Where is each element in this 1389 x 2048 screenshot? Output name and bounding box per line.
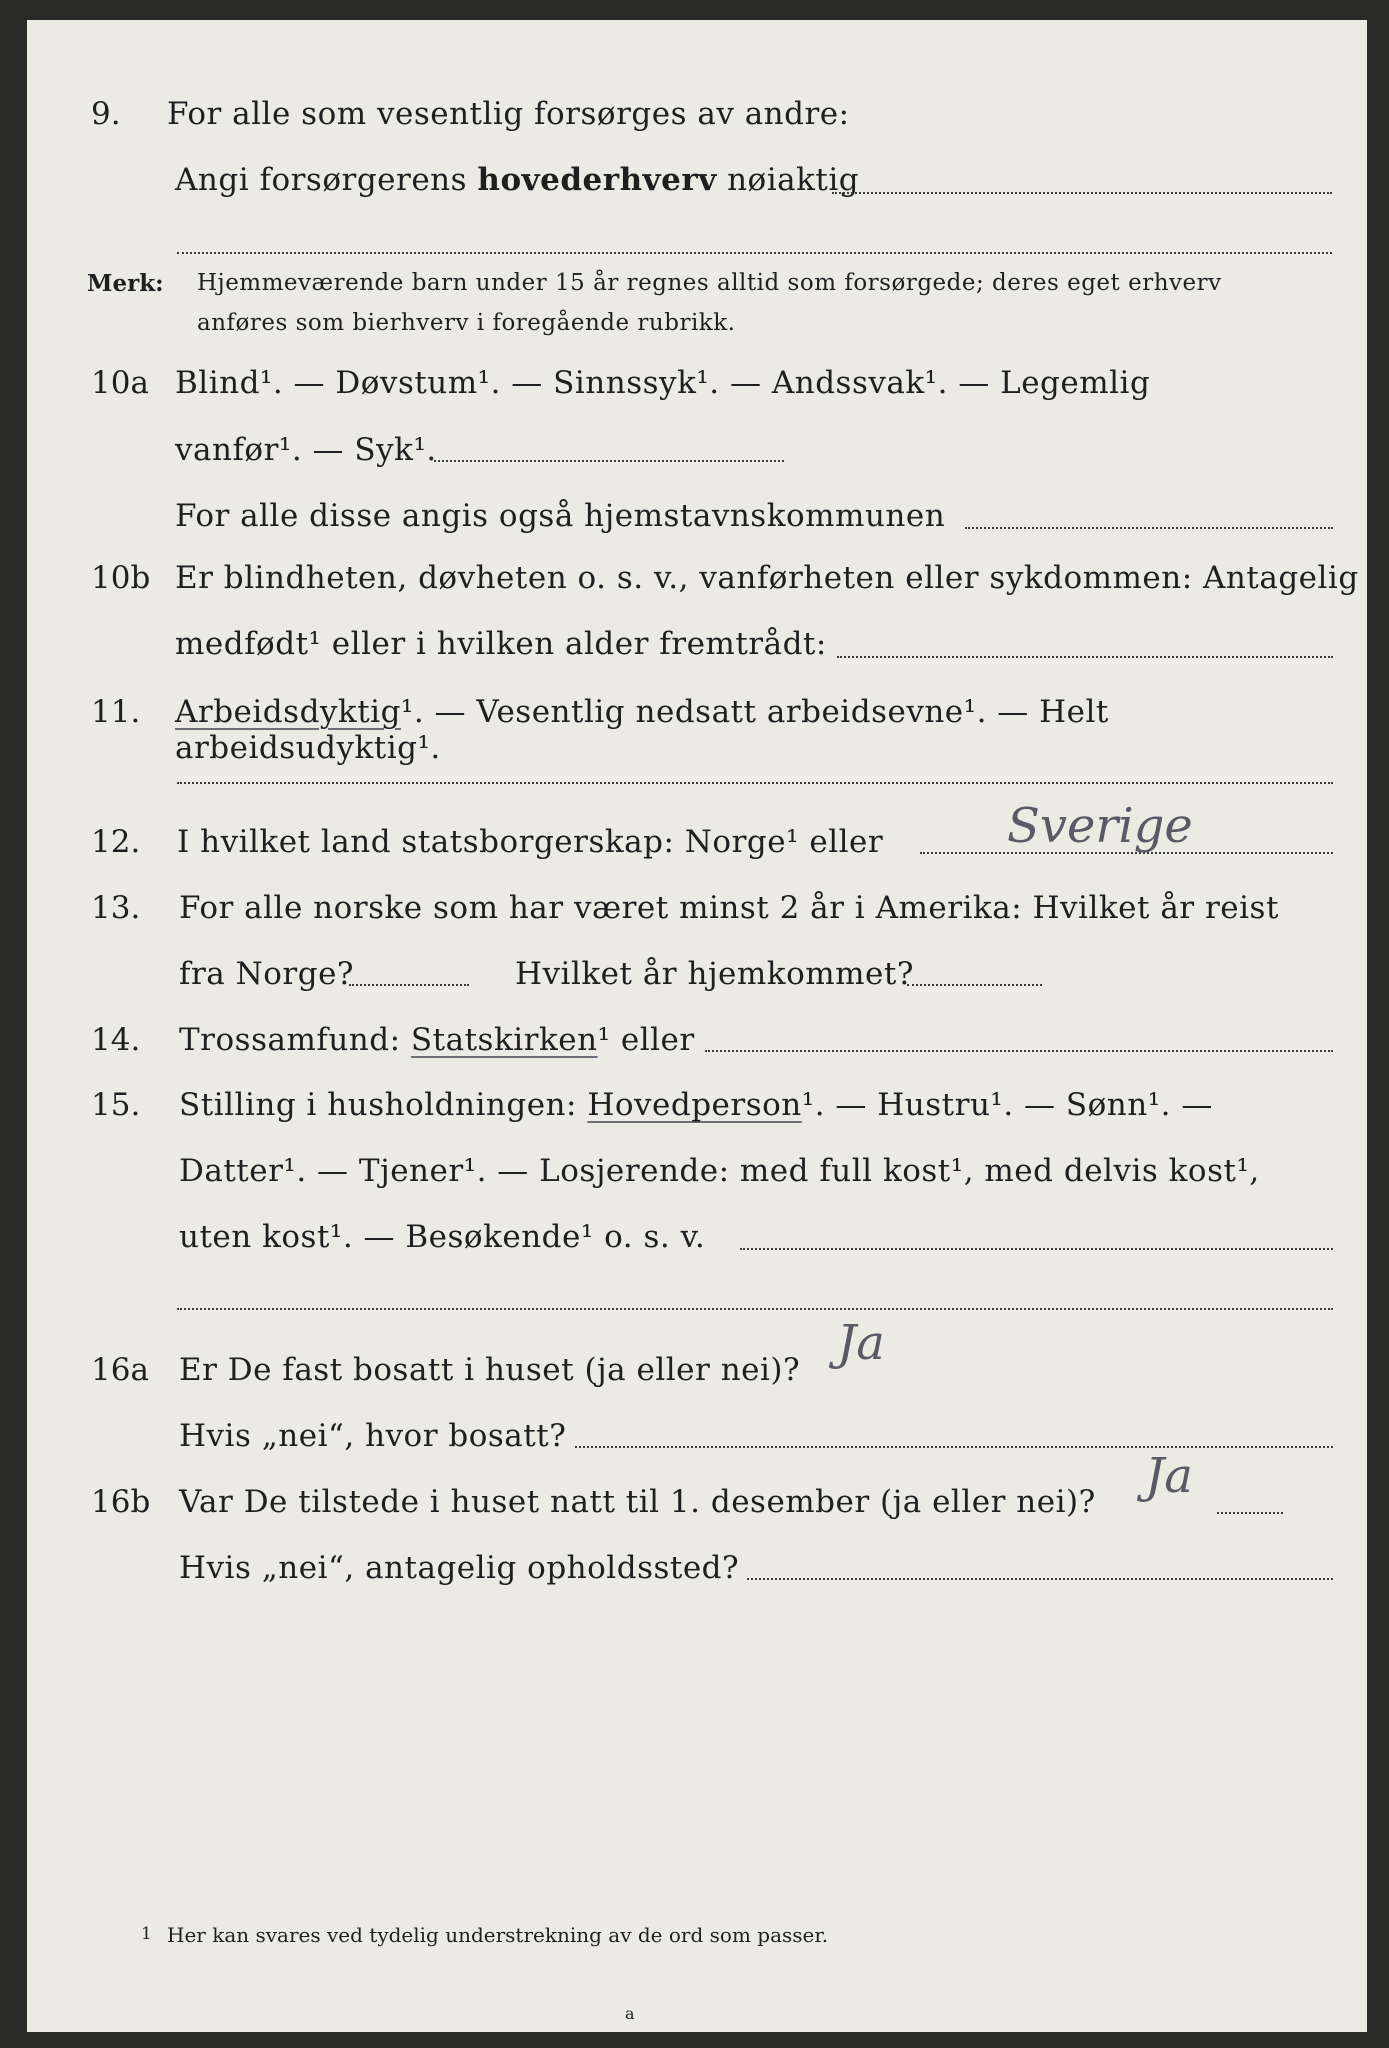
q15-answer-line-2[interactable] — [177, 1308, 1333, 1310]
q10a-line-2: vanfør¹. — Syk¹. — [175, 432, 437, 468]
q13-departure-year-line[interactable] — [349, 984, 469, 986]
q11-underlined-option: Arbeidsdyktig — [175, 694, 401, 730]
footnote-text: Her kan svares ved tydelig understrekning av de ord som passer. — [167, 1923, 829, 1947]
q10b-line-1: Er blindheten, døvheten o. s. v., vanførheten eller sykdommen: Antagelig — [175, 560, 1359, 596]
q10b-number: 10b — [91, 560, 151, 596]
q16b-number: 16b — [91, 1484, 151, 1520]
q13-line-1: For alle norske som har været minst 2 år i Amerika: Hvilket år reist — [179, 890, 1279, 926]
q15-line-2: Datter¹. — Tjener¹. — Losjerende: med full kost¹, med delvis kost¹, — [179, 1153, 1260, 1189]
q14-label: Trossamfund: — [179, 1022, 411, 1058]
q10a-line-3: For alle disse angis også hjemstavnskommunen — [175, 498, 946, 534]
q10a-line-1: Blind¹. — Døvstum¹. — Sinnssyk¹. — Andssvak¹. — Legemlig — [175, 365, 1151, 401]
q14-number: 14. — [91, 1022, 141, 1058]
q15-line-3: uten kost¹. — Besøkende¹ o. s. v. — [179, 1219, 706, 1255]
q9-provider-line — [175, 162, 859, 198]
q14-tail: ¹ eller — [597, 1022, 695, 1058]
q15-label: Stilling i husholdningen: — [179, 1087, 588, 1123]
q11-number: 11. — [91, 694, 141, 730]
q15-answer-line-1[interactable] — [740, 1248, 1333, 1250]
q16b-place-line[interactable] — [747, 1578, 1333, 1580]
q13-line-2b: Hvilket år hjemkommet? — [515, 956, 914, 992]
q10b-line-2: medfødt¹ eller i hvilken alder fremtrådt: — [175, 626, 827, 662]
q13-number: 13. — [91, 890, 141, 926]
q14-line — [179, 1022, 695, 1058]
q9-number: 9. — [91, 96, 121, 132]
q9-provider-tail: nøiaktig — [716, 162, 860, 198]
q16a-number: 16a — [91, 1352, 149, 1388]
q15-options-1: ¹. — Hustru¹. — Sønn¹. — — [801, 1087, 1213, 1123]
merk-line-1: Hjemmeværende barn under 15 år regnes alltid som forsørgede; deres eget erhverv — [197, 270, 1222, 296]
q14-underlined-option: Statskirken — [410, 1022, 598, 1058]
q16a-answer-line[interactable] — [575, 1446, 1333, 1448]
merk-label: Merk: — [87, 270, 164, 297]
q14-answer-line[interactable] — [705, 1050, 1333, 1052]
q9-question: For alle som vesentlig forsørges av andre: — [167, 96, 850, 132]
q13-return-year-line[interactable] — [907, 984, 1042, 986]
merk-line-2: anføres som bierhverv i foregående rubrikk. — [197, 310, 736, 336]
q9-provider-bold: hovederhverv — [477, 162, 717, 198]
q13-line-2a: fra Norge? — [179, 956, 355, 992]
q16b-line-2: Hvis „nei“, antagelig opholdssted? — [179, 1550, 740, 1586]
q15-line-1 — [179, 1087, 1213, 1123]
q9-answer-line-2[interactable] — [177, 252, 1332, 254]
q16b-handwritten-answer: Ja — [1145, 1448, 1193, 1504]
q15-number: 15. — [91, 1087, 141, 1123]
q10b-answer-line[interactable] — [837, 656, 1333, 658]
q15-underlined-option: Hovedperson — [587, 1087, 802, 1123]
q16b-question: Var De tilstede i huset natt til 1. desember (ja eller nei)? — [179, 1484, 1096, 1520]
q16b-answer-line[interactable] — [1217, 1512, 1283, 1514]
footnote-marker: 1 — [141, 1924, 152, 1944]
q10a-answer-line[interactable] — [434, 460, 784, 462]
q10a-number: 10a — [91, 365, 149, 401]
q9-answer-line-1[interactable] — [832, 192, 1332, 194]
q16a-line-2: Hvis „nei“, hvor bosatt? — [179, 1418, 567, 1454]
q12-question: I hvilket land statsborgerskap: Norge¹ eller — [177, 824, 884, 860]
q12-handwritten-answer: Sverige — [1007, 798, 1193, 854]
q16a-handwritten-answer: Ja — [837, 1315, 885, 1371]
page-mark: a — [625, 2004, 635, 2023]
q16a-question: Er De fast bosatt i huset (ja eller nei)? — [179, 1352, 801, 1388]
q10a-hometown-line[interactable] — [965, 527, 1333, 529]
q11-options: ¹. — Vesentlig nedsatt arbeidsevne¹. — Helt arbeidsudyktig¹. — [175, 694, 1109, 766]
q11-answer-line[interactable] — [177, 782, 1333, 784]
census-form-page — [27, 20, 1367, 2032]
q9-provider-text: Angi forsørgerens — [175, 162, 478, 198]
q11-line — [175, 694, 1367, 766]
q12-number: 12. — [91, 824, 141, 860]
